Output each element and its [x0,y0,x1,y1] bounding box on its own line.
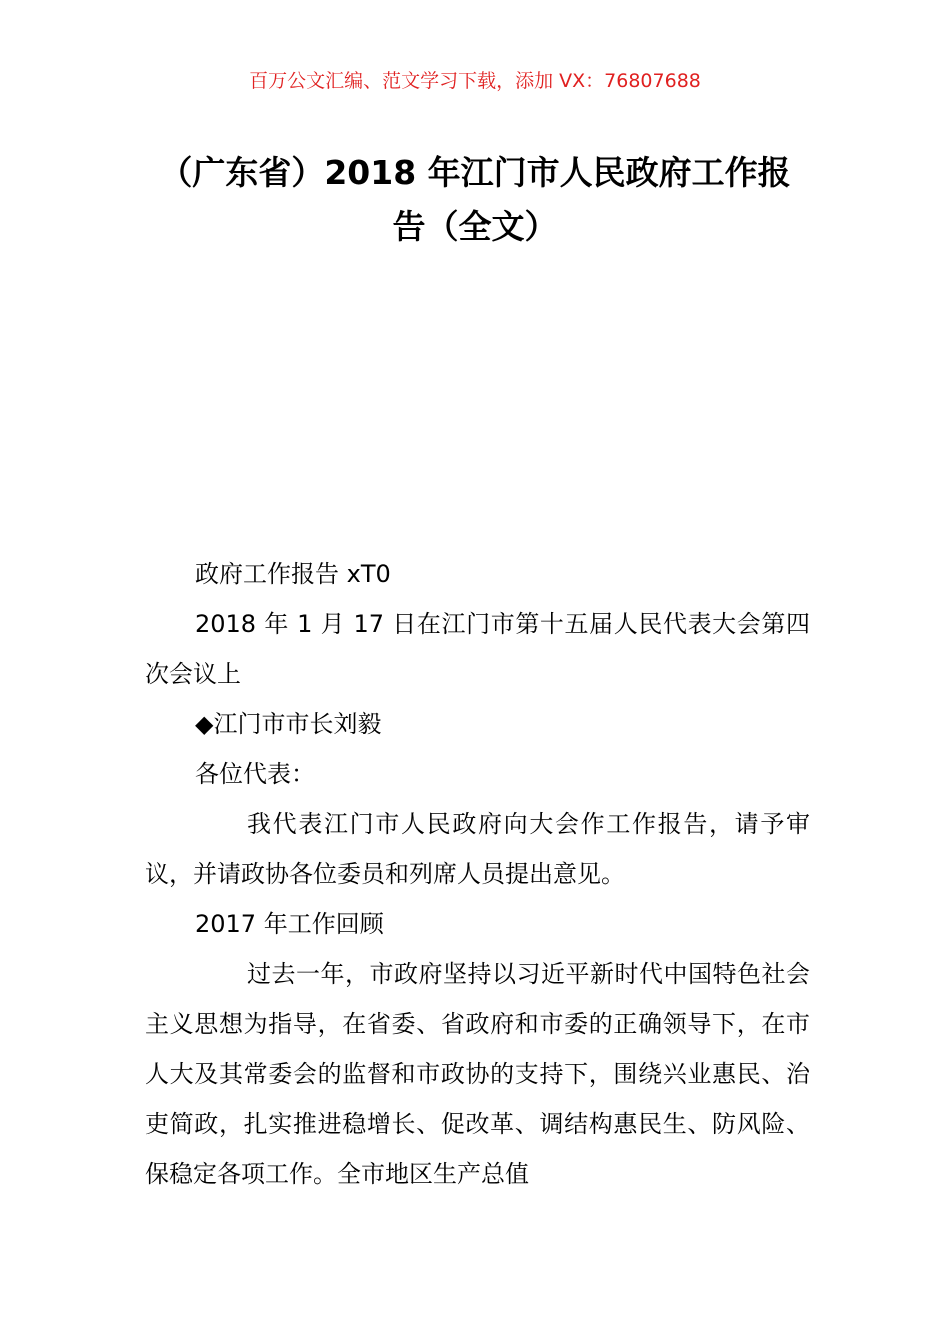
review-paragraph: 过去一年，市政府坚持以习近平新时代中国特色社会主义思想为指导，在省委、省政府和市委的正确领导下，在市人大及其常委会的监督和市政协的支持下，围绕兴业惠民、治吏简政，扎实推进稳增长、促改革、调结构惠民生、防风险、保稳定各项工作。全市地区生产总值 [145,960,810,1188]
speaker-line: ◆江门市市长刘毅 [195,710,382,738]
section-heading: 2017 年工作回顾 [195,910,384,938]
report-label: 政府工作报告 xT0 [195,560,391,588]
header-note: 百万公文汇编、范文学习下载，添加 VX：76807688 [249,70,701,92]
title-line-1: （广东省）2018 年江门市人民政府工作报 [159,153,791,192]
document-body [145,549,810,1199]
meeting-date-line: 2018 年 1 月 17 日在江门市第十五届人民代表大会第四次会议上 [145,610,810,688]
intro-paragraph: 我代表江门市人民政府向大会作工作报告，请予审议，并请政协各位委员和列席人员提出意见。 [145,810,810,888]
title-line-2: 告（全文） [392,207,558,246]
salutation: 各位代表： [195,760,315,788]
page-title [130,146,820,254]
